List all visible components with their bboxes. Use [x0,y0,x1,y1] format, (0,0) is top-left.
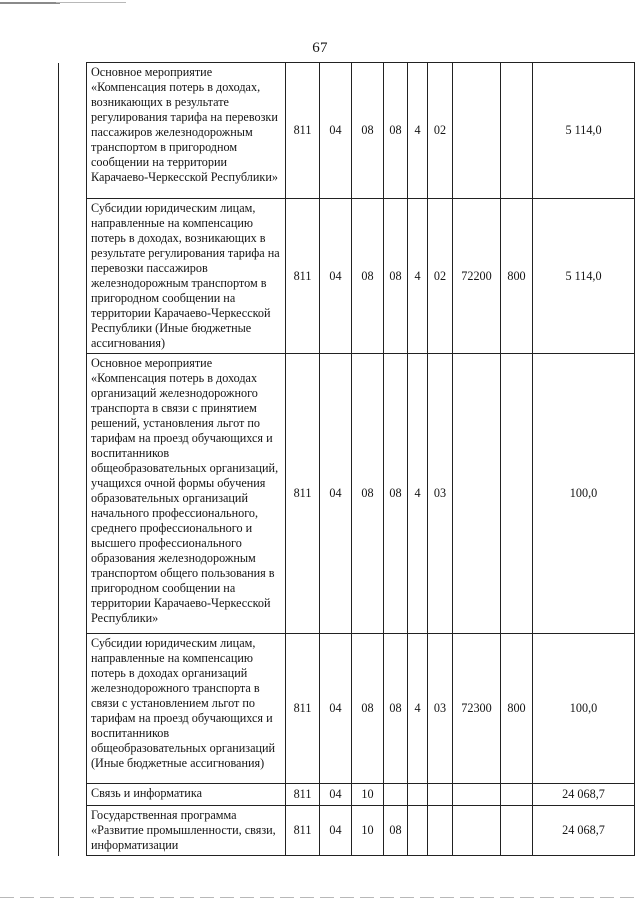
blank-cell [59,634,87,784]
subprogram-code [408,806,428,856]
subprogram-code [408,784,428,806]
subprogram-code: 4 [408,354,428,634]
row-name: Субсидии юридическим лицам, направленные на компенсацию потерь в доходах организаций железнодорожного транспорта в связи с установлением льгот по тарифам на проезд обучающихся и воспитанников общеобразовательных организаций (Иные бюджетные ассигнования) [87,634,286,784]
table-row [59,634,635,784]
subprogram-code: 4 [408,199,428,354]
program-code: 08 [384,354,408,634]
event-code: 02 [428,63,453,199]
ministry-code: 811 [286,354,320,634]
budget-table [58,62,635,856]
section-code: 04 [320,806,352,856]
direction-code [453,806,501,856]
direction-code: 72300 [453,634,501,784]
section-code: 04 [320,634,352,784]
table-row [59,806,635,856]
page-number: 67 [312,40,328,56]
table-row [59,784,635,806]
subsection-code: 08 [352,354,384,634]
blank-cell [59,63,87,199]
row-name: Основное мероприятие «Компенсация потерь в доходах, возникающих в результате регулирования тарифа на перевозки пассажиров железнодорожным транспортом в пригородном сообщении на территории Карачаево-Черкесской Республики» [87,63,286,199]
subsection-code: 10 [352,806,384,856]
blank-cell [59,199,87,354]
scan-artifact-bottom [0,897,640,898]
expense-type-code [501,784,533,806]
program-code [384,784,408,806]
subsection-code: 08 [352,199,384,354]
expense-type-code [501,63,533,199]
amount-value: 5 114,0 [533,63,635,199]
blank-cell [59,784,87,806]
expense-type-code: 800 [501,634,533,784]
scan-artifact-top-faint [56,2,126,3]
section-code: 04 [320,199,352,354]
expense-type-code [501,354,533,634]
subsection-code: 08 [352,634,384,784]
section-code: 04 [320,354,352,634]
subsection-code: 10 [352,784,384,806]
ministry-code: 811 [286,199,320,354]
event-code: 03 [428,634,453,784]
ministry-code: 811 [286,784,320,806]
direction-code [453,63,501,199]
expense-type-code [501,806,533,856]
amount-value: 24 068,7 [533,806,635,856]
event-code: 03 [428,354,453,634]
event-code [428,784,453,806]
row-name: Субсидии юридическим лицам, направленные на компенсацию потерь в доходах, возникающих в результате регулирования тарифа на перевозки пассажиров железнодорожным транспортом в пригородном сообщении на территории Карачаево-Черкесской Республики (Иные бюджетные ассигнования) [87,199,286,354]
table-row [59,63,635,199]
amount-value: 5 114,0 [533,199,635,354]
scan-artifact-top [0,2,60,4]
program-code: 08 [384,63,408,199]
direction-code [453,354,501,634]
row-name: Связь и информатика [87,784,286,806]
event-code: 02 [428,199,453,354]
ministry-code: 811 [286,63,320,199]
direction-code [453,784,501,806]
subsection-code: 08 [352,63,384,199]
table-row [59,199,635,354]
row-name: Государственная программа «Развитие промышленности, связи, информатизации [87,806,286,856]
subprogram-code: 4 [408,634,428,784]
amount-value: 100,0 [533,634,635,784]
expense-type-code: 800 [501,199,533,354]
section-code: 04 [320,784,352,806]
blank-cell [59,354,87,634]
amount-value: 24 068,7 [533,784,635,806]
program-code: 08 [384,199,408,354]
event-code [428,806,453,856]
row-name: Основное мероприятие «Компенсация потерь в доходах организаций железнодорожного транспорта в связи с принятием решений, установления льгот по тарифам на проезд обучающихся и воспитанников общеобразовательных организаций, учащихся очной формы обучения образовательных организаций начального профессионального, среднего профессионального и высшего профессионального образования железнодорожным транспортом общего пользования в пригородном сообщении на территории Карачаево-Черкесской Республики» [87,354,286,634]
ministry-code: 811 [286,806,320,856]
program-code: 08 [384,634,408,784]
blank-cell [59,806,87,856]
ministry-code: 811 [286,634,320,784]
direction-code: 72200 [453,199,501,354]
section-code: 04 [320,63,352,199]
subprogram-code: 4 [408,63,428,199]
amount-value: 100,0 [533,354,635,634]
table-row [59,354,635,634]
program-code: 08 [384,806,408,856]
